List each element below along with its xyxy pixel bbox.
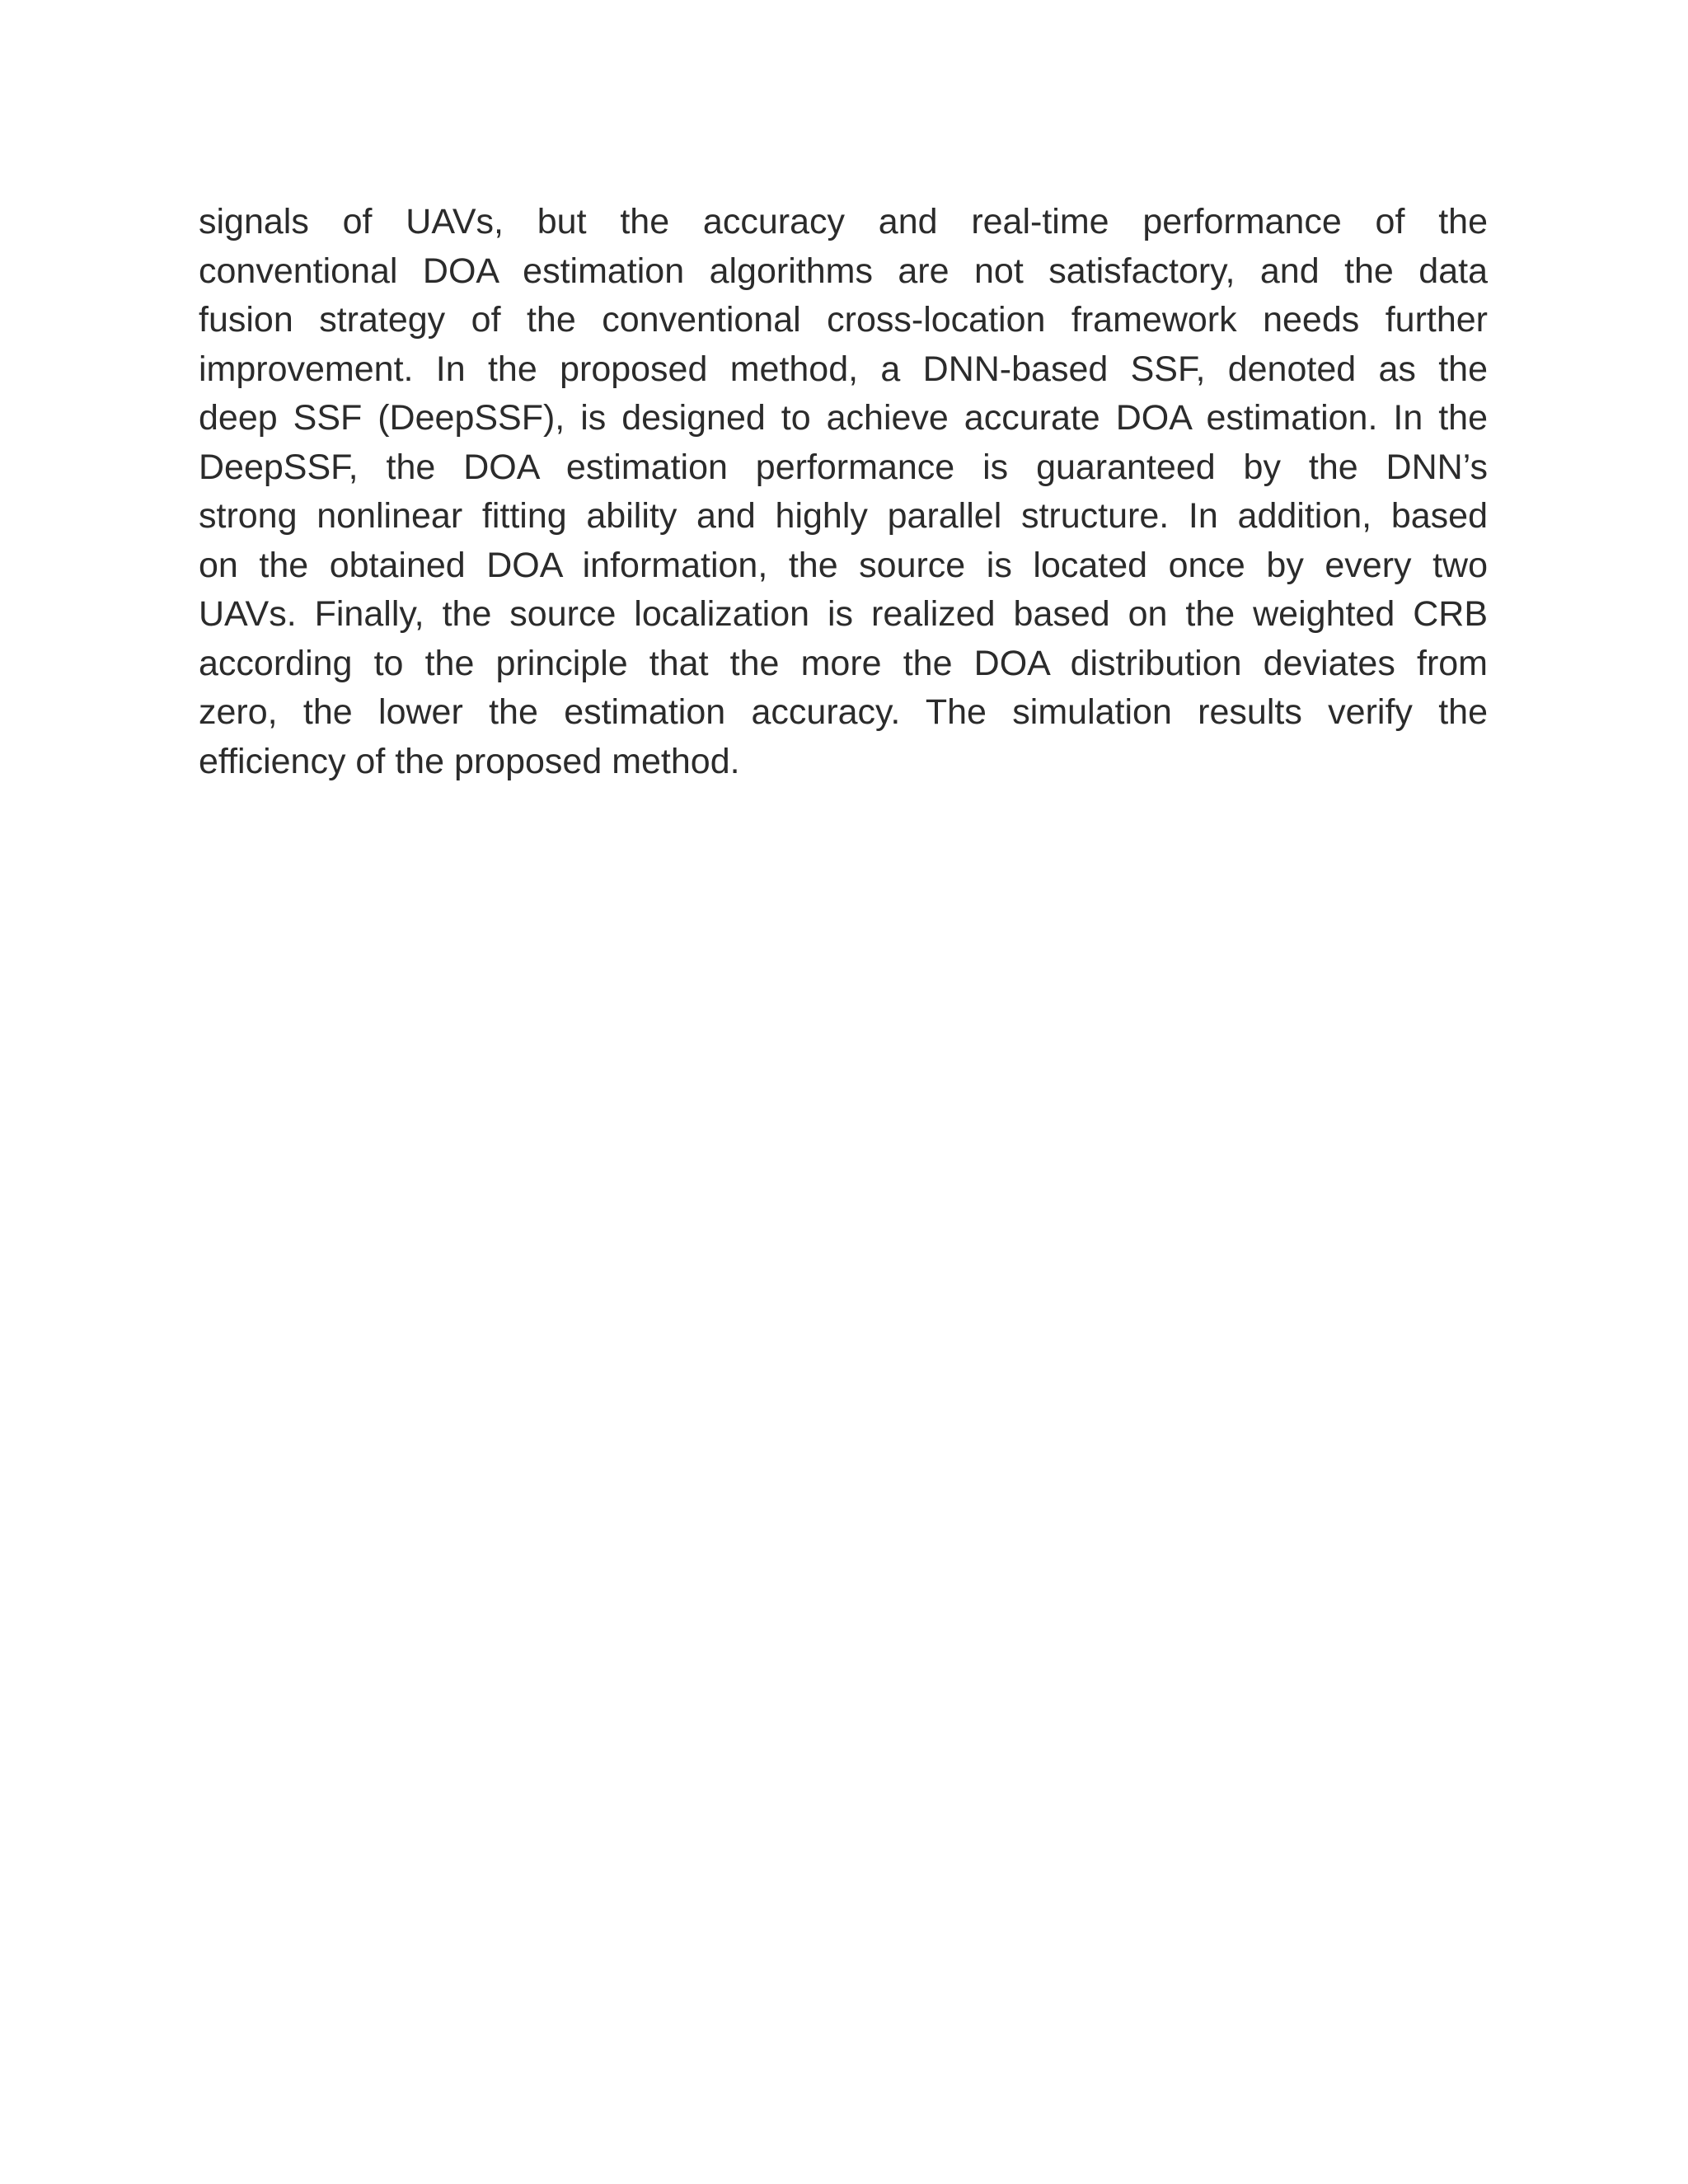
paragraph-line: deep SSF (DeepSSF), is designed to achieve accurate DOA estimation. In the — [199, 398, 1488, 438]
paragraph-line: conventional DOA estimation algorithms are not satisfactory, and the data — [199, 251, 1488, 291]
paragraph-line: UAVs. Finally, the source localization is realized based on the weighted CRB — [199, 594, 1488, 634]
paragraph-line: zero, the lower the estimation accuracy. The simulation results verify the — [199, 692, 1488, 732]
paragraph-line: efficiency of the proposed method. — [199, 741, 740, 781]
paragraph-line: signals of UAVs, but the accuracy and real-time performance of the — [199, 202, 1488, 241]
paragraph-line: fusion strategy of the conventional cross-location framework needs further — [199, 300, 1488, 340]
paragraph-line: improvement. In the proposed method, a DNN-based SSF, denoted as the — [199, 349, 1488, 389]
paragraph-line: strong nonlinear fitting ability and highly parallel structure. In addition, based — [199, 496, 1488, 536]
paragraph-line: DeepSSF, the DOA estimation performance is guaranteed by the DNN’s — [199, 447, 1488, 487]
paragraph-line: according to the principle that the more the DOA distribution deviates from — [199, 643, 1488, 683]
paragraph-line: on the obtained DOA information, the source is located once by every two — [199, 545, 1488, 585]
body-paragraph — [199, 198, 1488, 786]
